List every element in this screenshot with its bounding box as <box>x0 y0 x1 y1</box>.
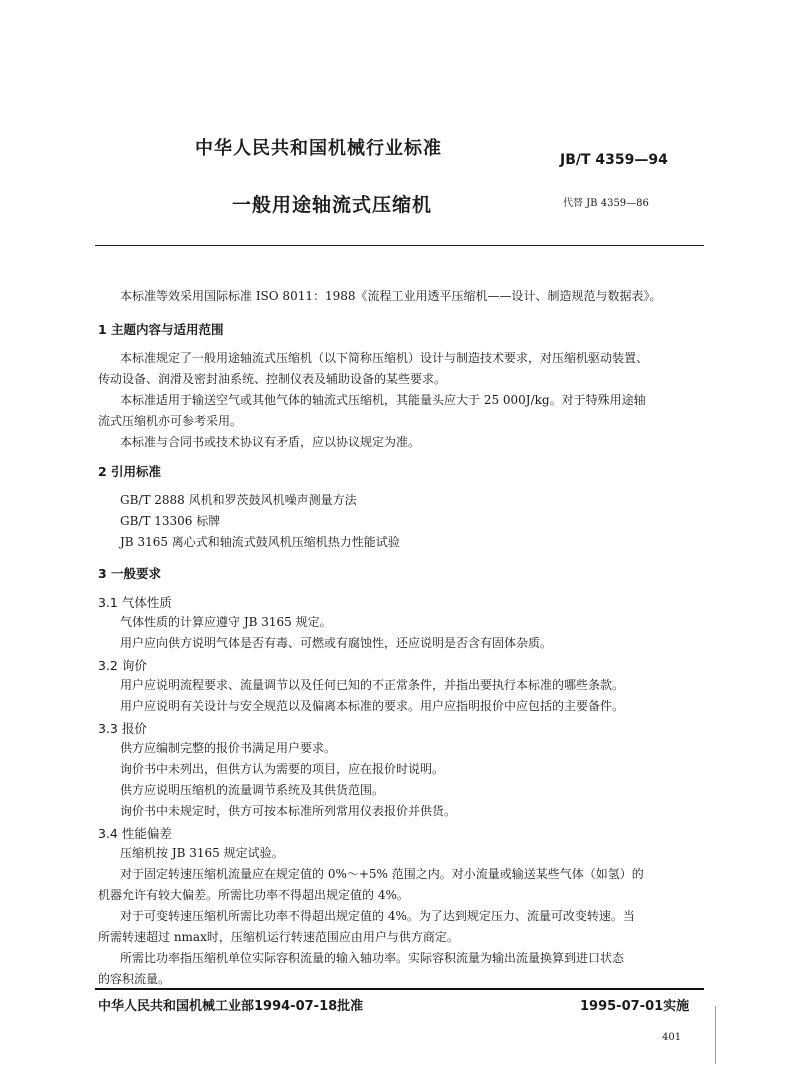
section-3-heading: 3 一般要求 <box>98 566 162 581</box>
subsection-3-3-line-1: 供方应编制完整的报价书满足用户要求。 <box>120 741 337 755</box>
page-number: 401 <box>662 1032 682 1043</box>
reference-item: GB/T 13306 标牌 <box>120 514 221 528</box>
subsection-3-3-line-3: 供方应说明压缩机的流量调节系统及其供货范围。 <box>120 783 385 797</box>
issuing-authority-heading: 中华人民共和国机械行业标准 <box>195 138 442 159</box>
subsection-3-4-paragraph-3-line-2: 所需转速超过 nmax时，压缩机运行转速范围应由用户与供方商定。 <box>98 930 459 944</box>
subsection-3-4-paragraph-4-line-2: 的容积流量。 <box>98 972 171 986</box>
reference-item: JB 3165 离心式和轴流式鼓风机压缩机热力性能试验 <box>120 535 400 549</box>
subsection-3-3-title: 3.3 报价 <box>98 721 147 736</box>
subsection-3-2-line-2: 用户应说明有关设计与安全规范以及偏离本标准的要求。用户应指明报价中应包括的主要备件。 <box>120 699 625 713</box>
reference-item: GB/T 2888 风机和罗茨鼓风机噪声测量方法 <box>120 493 357 507</box>
section-1-paragraph-2-line-2: 流式压缩机亦可参考采用。 <box>98 414 243 428</box>
replaces-standard: 代替 JB 4359—86 <box>563 198 649 209</box>
standard-number: JB/T 4359—94 <box>560 152 668 168</box>
section-1-paragraph-1-line-2: 传动设备、润滑及密封油系统、控制仪表及辅助设备的某些要求。 <box>98 372 447 386</box>
subsection-3-4-paragraph-3-line-1: 对于可变转速压缩机所需比功率不得超出规定值的 4%。为了达到规定压力、流量可改变转速。当 <box>120 909 635 923</box>
section-2-heading: 2 引用标准 <box>98 464 162 479</box>
subsection-3-2-title: 3.2 询价 <box>98 658 147 673</box>
footer-divider <box>95 988 704 990</box>
subsection-3-1-line-2: 用户应向供方说明气体是否有毒、可燃或有腐蚀性，还应说明是否含有固体杂质。 <box>120 636 553 650</box>
document-title: 一般用途轴流式压缩机 <box>232 194 433 216</box>
header-divider <box>95 245 704 246</box>
subsection-3-4-paragraph-4-line-1: 所需比功率指压缩机单位实际容积流量的输入轴功率。实际容积流量为输出流量换算到进口状态 <box>120 951 625 965</box>
section-1-paragraph-1-line-1: 本标准规定了一般用途轴流式压缩机（以下简称压缩机）设计与制造技术要求，对压缩机驱动装置、 <box>120 351 649 365</box>
intro-paragraph: 本标准等效采用国际标准 ISO 8011：1988《流程工业用透平压缩机——设计、制造规范与数据表》。 <box>120 289 662 303</box>
subsection-3-2-line-1: 用户应说明流程要求、流量调节以及任何已知的不正常条件，并指出要执行本标准的哪些条款。 <box>120 678 625 692</box>
subsection-3-4-title: 3.4 性能偏差 <box>98 826 172 841</box>
section-1-paragraph-2-line-1: 本标准适用于输送空气或其他气体的轴流式压缩机，其能量头应大于 25 000J/kg。对于特殊用途轴 <box>120 393 646 407</box>
subsection-3-3-line-4: 询价书中未规定时，供方可按本标准所列常用仪表报价并供货。 <box>120 804 457 818</box>
subsection-3-1-line-1: 气体性质的计算应遵守 JB 3165 规定。 <box>120 615 332 629</box>
subsection-3-4-paragraph-2-line-1: 对于固定转速压缩机流量应在规定值的 0%～+5% 范围之内。对小流量或输送某些气体（如氢）的 <box>120 867 644 881</box>
subsection-3-4-line-1: 压缩机按 JB 3165 规定试验。 <box>120 846 284 860</box>
subsection-3-1-title: 3.1 气体性质 <box>98 595 172 610</box>
scan-margin-line <box>715 1006 716 1064</box>
implementation-date: 1995-07-01实施 <box>580 999 690 1014</box>
approval-statement: 中华人民共和国机械工业部1994-07-18批准 <box>98 999 364 1014</box>
section-1-paragraph-3: 本标准与合同书或技术协议有矛盾，应以协议规定为准。 <box>120 435 421 449</box>
subsection-3-4-paragraph-2-line-2: 机器允许有较大偏差。所需比功率不得超出规定值的 4%。 <box>98 888 409 902</box>
subsection-3-3-line-2: 询价书中未列出，但供方认为需要的项目，应在报价时说明。 <box>120 762 445 776</box>
section-1-heading: 1 主题内容与适用范围 <box>98 322 224 337</box>
